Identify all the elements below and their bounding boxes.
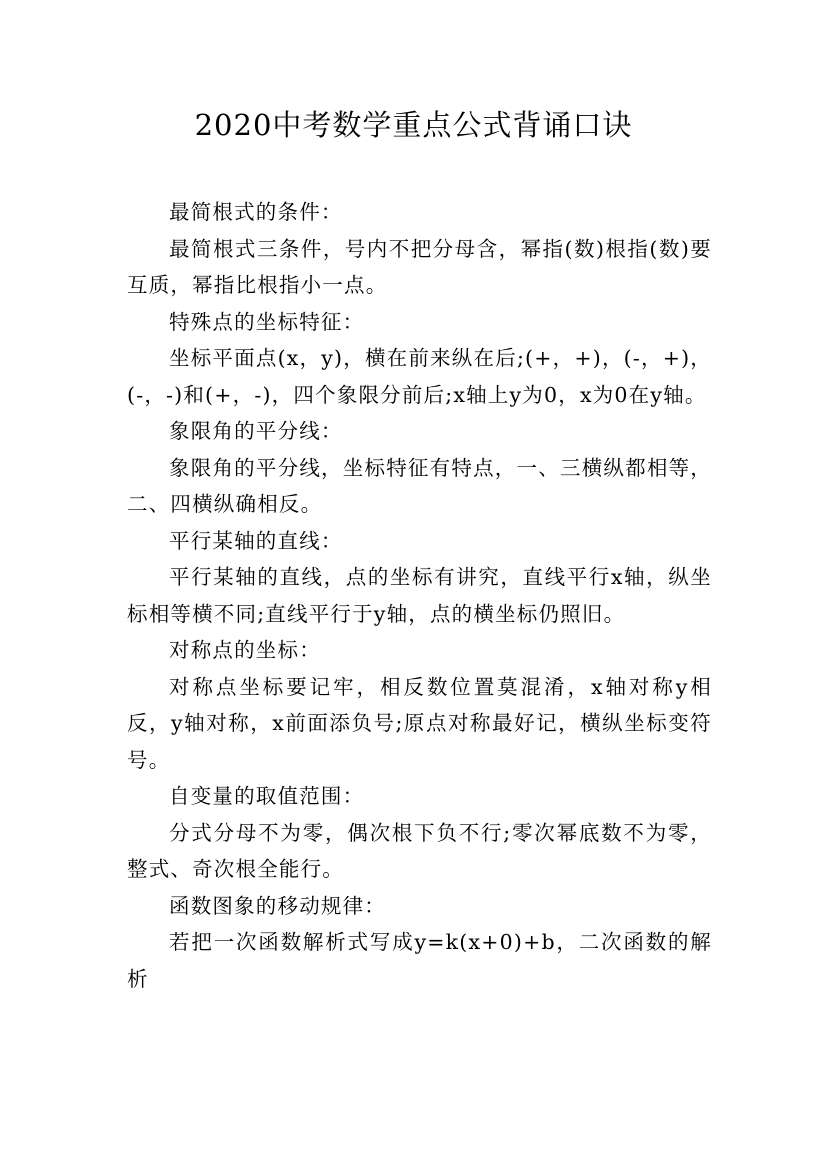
section-heading-symmetric-point: 对称点的坐标： [169,638,321,662]
paragraph-parallel-line: 平行某轴的直线，点的坐标有讲究，直线平行x轴，纵坐标相等横不同;直线平行于y轴，点的横坐标仍照旧。 [127,565,712,626]
document-body [127,194,712,997]
section-heading-parallel-line: 平行某轴的直线： [169,528,343,553]
section-heading-bisector: 象限角的平分线： [169,419,343,443]
paragraph-symmetric-point: 对称点坐标要记牢，相反数位置莫混淆，x轴对称y相反，y轴对称，x前面添负号;原点对称最好记，横纵坐标变符号。 [127,674,712,772]
paragraph-coordinates: 坐标平面点(x，y)，横在前来纵在后;(+，+)，(-，+)，(-，-)和(+，-)，四个象限分前后;x轴上y为0，x为0在y轴。 [127,346,712,407]
document-title: 2020中考数学重点公式背诵口诀 [194,108,633,142]
section-heading-graph-shift: 函数图象的移动规律： [169,893,386,918]
section-heading-coordinates: 特殊点的坐标特征： [169,309,365,334]
paragraph-bisector: 象限角的平分线，坐标特征有特点，一、三横纵都相等，二、四横纵确相反。 [127,455,712,516]
paragraph-radical: 最简根式三条件，号内不把分母含，幂指(数)根指(数)要互质，幂指比根指小一点。 [127,236,712,297]
section-heading-domain: 自变量的取值范围： [169,784,365,808]
paragraph-graph-shift: 若把一次函数解析式写成y=k(x+0)+b，二次函数的解析 [127,930,712,991]
section-heading-radical: 最简根式的条件： [169,200,343,224]
paragraph-domain: 分式分母不为零，偶次根下负不行;零次幂底数不为零，整式、奇次根全能行。 [127,820,712,881]
